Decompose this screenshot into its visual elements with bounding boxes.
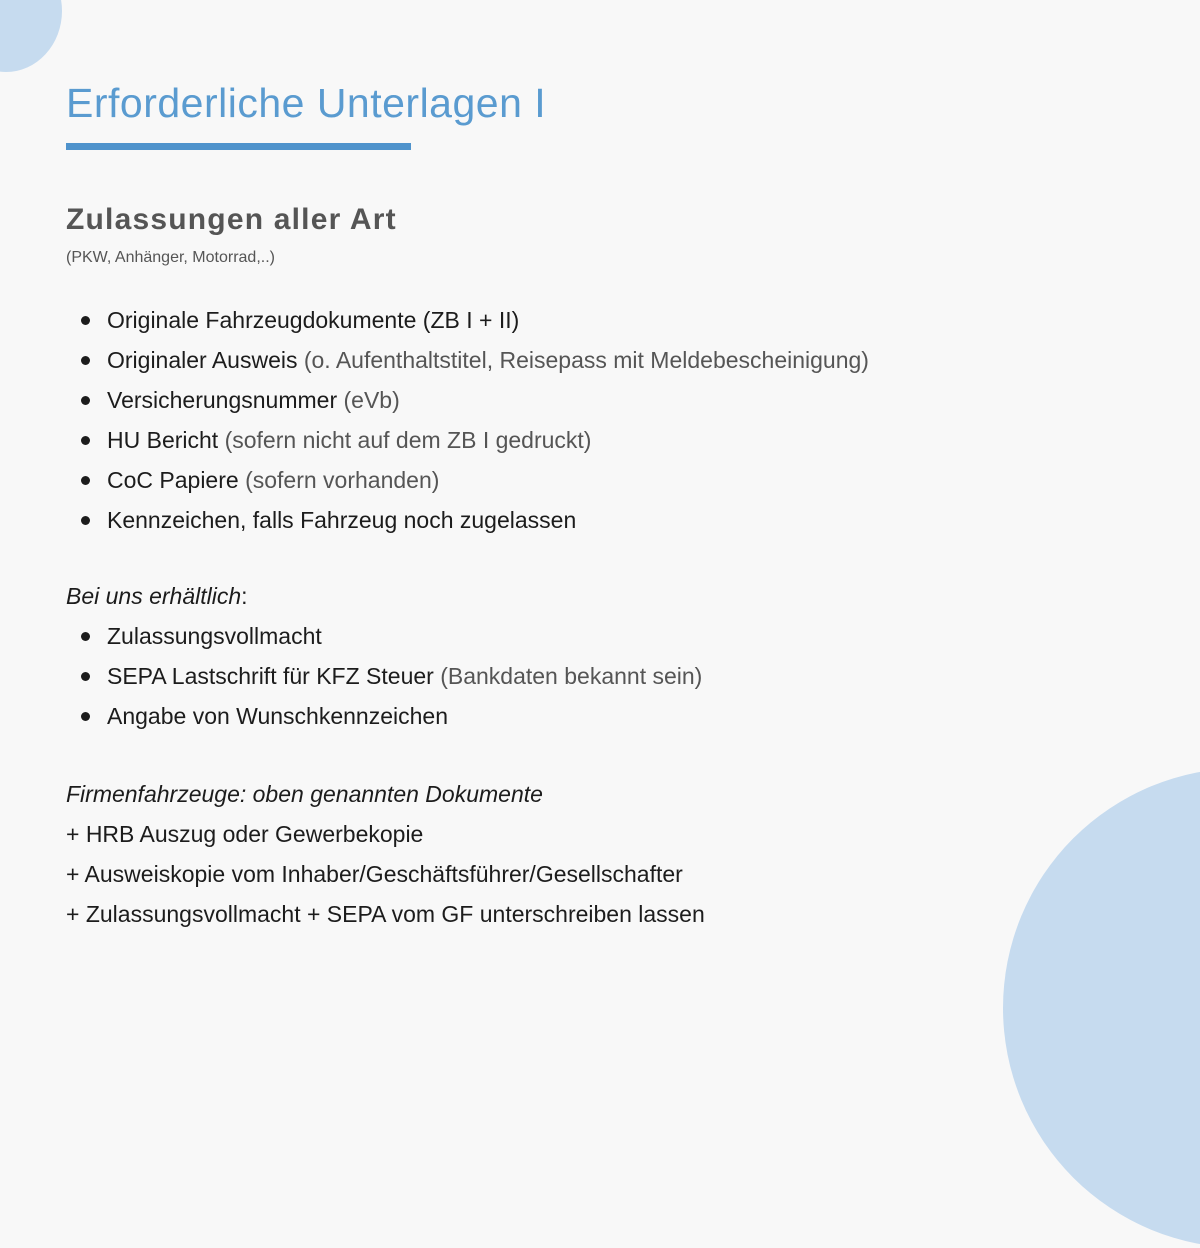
available-label <box>66 576 248 616</box>
list-item-note: (Bankdaten bekannt sein) <box>433 663 703 689</box>
list-item-label: Versicherungsnummer <box>107 387 338 413</box>
bullet-icon <box>81 672 90 681</box>
company-vehicles-requirements <box>66 814 705 934</box>
list-item <box>66 616 702 656</box>
list-item-note: (o. Aufenthaltstitel, Reisepass mit Meldebescheinigung) <box>297 347 869 373</box>
decorative-circle-bottom <box>1003 768 1200 1248</box>
available-label-text: Bei uns erhältlich <box>66 583 242 609</box>
list-item-label: Zulassungsvollmacht <box>107 623 322 649</box>
company-requirement-line: + HRB Auszug oder Gewerbekopie <box>66 821 424 847</box>
list-item-note: (sofern vorhanden) <box>238 467 440 493</box>
list-item-label: Originaler Ausweis <box>107 347 298 373</box>
company-vehicles-label-text: Firmenfahrzeuge: oben genannten Dokumente <box>66 781 543 807</box>
list-item <box>66 340 869 380</box>
bullet-icon <box>81 712 90 721</box>
available-label-suffix: : <box>241 583 248 609</box>
bullet-icon <box>81 356 90 365</box>
list-item <box>66 460 869 500</box>
list-item-note: (sofern nicht auf dem ZB I gedruckt) <box>218 427 592 453</box>
company-requirement-line: + Zulassungsvollmacht + SEPA vom GF unterschreiben lassen <box>66 901 705 927</box>
list-item-label: Angabe von Wunschkennzeichen <box>107 703 448 729</box>
list-item-label: Kennzeichen, falls Fahrzeug noch zugelassen <box>107 507 577 533</box>
list-item-label: SEPA Lastschrift für KFZ Steuer <box>107 663 434 689</box>
list-item <box>66 300 869 340</box>
bullet-icon <box>81 316 90 325</box>
required-documents-list <box>66 300 869 540</box>
list-item <box>66 696 702 736</box>
title-underline <box>66 143 411 150</box>
list-item-label: CoC Papiere <box>107 467 239 493</box>
bullet-icon <box>81 632 90 641</box>
list-item <box>66 380 869 420</box>
decorative-circle-top <box>0 0 62 72</box>
bullet-icon <box>81 476 90 485</box>
page-title: Erforderliche Unterlagen I <box>66 80 547 126</box>
bullet-icon <box>81 516 90 525</box>
bullet-icon <box>81 396 90 405</box>
bullet-icon <box>81 436 90 445</box>
list-item <box>66 500 869 540</box>
list-item-label: Originale Fahrzeugdokumente (ZB I + II) <box>107 307 520 333</box>
company-requirement-line: + Ausweiskopie vom Inhaber/Geschäftsführer/Gesellschafter <box>66 861 683 887</box>
list-item <box>66 420 869 460</box>
company-vehicles-label <box>66 774 543 814</box>
section-subheading: (PKW, Anhänger, Motorrad,..) <box>66 249 275 266</box>
list-item <box>66 656 702 696</box>
list-item-label: HU Bericht <box>107 427 219 453</box>
section-heading: Zulassungen aller Art <box>66 203 397 236</box>
list-item-note: (eVb) <box>337 387 400 413</box>
available-documents-list <box>66 616 702 736</box>
